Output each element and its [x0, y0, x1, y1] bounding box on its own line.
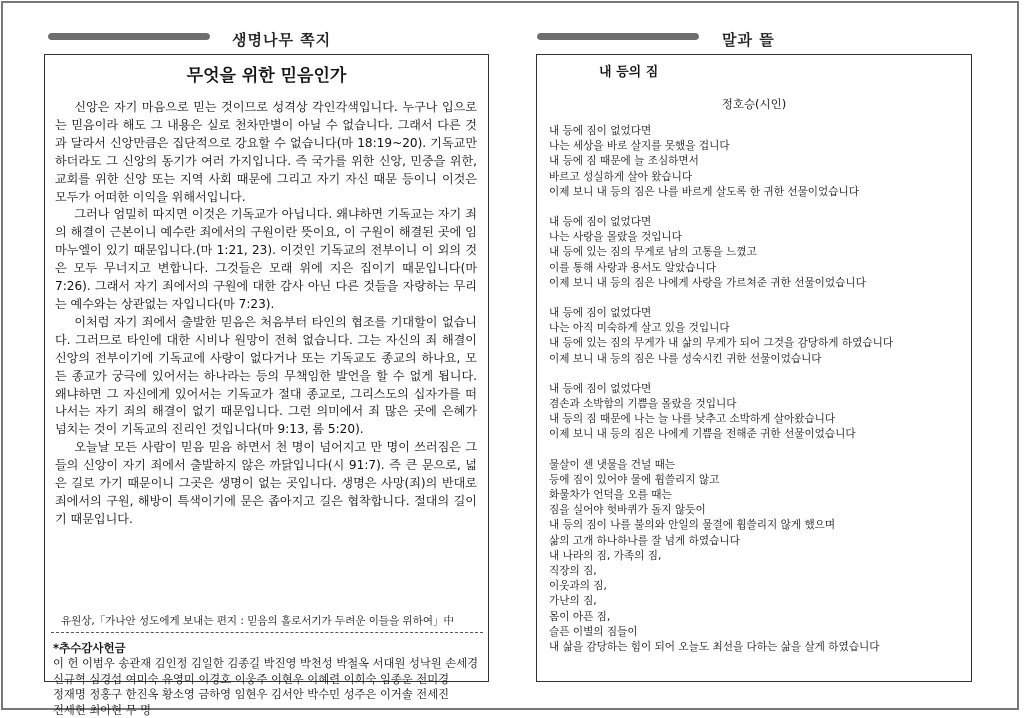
poem-line: 내 등에 있는 짐의 무게로 남의 고통을 느꼈고 — [549, 246, 757, 259]
poem-line: 이제 보니 내 등의 짐은 나에게 사랑을 가르쳐준 귀한 선물이었습니다 — [549, 276, 866, 289]
poem-line: 가난의 짐, — [549, 595, 597, 608]
poem-line: 이제 보니 내 등의 짐은 나를 성숙시킨 귀한 선물이었습니다 — [549, 352, 822, 365]
poem-panel — [536, 54, 972, 682]
poem-line: 이제 보니 내 등의 짐은 나에게 기쁨을 전해준 귀한 선물이었습니다 — [549, 428, 856, 441]
donor-list: 이 헌 이범우 송관재 김인정 김일한 김종길 박진영 박천성 박철옥 서대원 성낙원 손세경 신규혁 심경섭 여미숙 유영미 이경호 이웅주 이현우 이혜련 이희숙 임종운 전미경 정재명 정홍구 한진옥 황소영 금하영 임현우 김서안 박수민 성주은 이거솔 전세진 전세현 최아현 무 명 — [53, 657, 479, 717]
poem-line: 이웃과의 짐, — [549, 580, 607, 593]
poem-line: 화물차가 언덕을 오를 때는 — [549, 489, 672, 502]
article-source: 유원상,「가나안 성도에게 보내는 편지 : 믿음의 홀로서기가 두려운 이들을 위하여」中 — [61, 615, 454, 627]
poem-line: 나는 사랑을 몰랐을 것입니다 — [549, 231, 682, 244]
poem-stanza — [549, 215, 967, 291]
poem-line: 내 등의 짐 때문에 나는 늘 나를 낮추고 소박하게 살아왔습니다 — [549, 413, 836, 426]
poem-author: 정호승(시인) — [721, 97, 787, 111]
article-paragraph: 그러나 엄밀히 따지면 이것은 기독교가 아닙니다. 왜냐하면 기독교는 자기 죄의 해결이 근본이니 예수란 죄에서의 구원이란 뜻이요, 이 구원이 해결된 곳에 임마누엘이 있기 때문입니다.(마 1:21, 23). 이것인 기독교의 전부이니 이 외의 것은 모두 무너지고 변합니다. 그것들은 모래 위에 지은 집이기 때문입니다(마 7:26). 그래서 자기 죄에서의 구원에 대한 감사 아닌 다른 것들을 자랑하는 무리는 예수와는 상관없는 자입니다(마 7:23). — [55, 207, 477, 311]
poem-line: 이제 보니 내 등의 짐은 나를 바르게 살도록 한 귀한 선물이었습니다 — [549, 185, 859, 198]
poem-title: 내 등의 짐 — [599, 65, 659, 80]
poem-line: 내 등에 짐 때문에 늘 조심하면서 — [549, 155, 699, 168]
poem-line: 내 등에 짐이 없었다면 — [549, 307, 652, 320]
poem-line: 슬픈 이별의 짐들이 — [549, 625, 638, 638]
poem-stanza — [549, 458, 967, 656]
poem-line: 내 등에 짐이 없었다면 — [549, 125, 652, 137]
article-paragraph: 신앙은 자기 마음으로 믿는 것이므로 성격상 각인각색입니다. 누구나 입으로는 믿음이라 해도 그 내용은 실로 천차만별이 아닐 수 없습니다. 그래서 다른 것과 달라서 신앙만큼은 집단적으로 강요할 수 없습니다(마 18:19~20). 기독교만 하더라도 그 신앙의 동기가 여러 가지입니다. 즉 국가를 위한 신앙, 민중을 위한, 교회를 위한 신앙 또는 지역 사회 때문에 그리고 자기 자신 때문 등이니 이것은 모두가 어떠한 이익을 위해서입니다. — [55, 100, 477, 204]
right-header-title: 말과 뜰 — [722, 31, 775, 49]
poem-stanza — [549, 306, 967, 367]
right-header-bar — [537, 33, 699, 40]
left-header-title: 생명나무 쪽지 — [232, 31, 332, 49]
poem-line: 내 등에 있는 짐의 무게가 내 삶의 무게가 되어 그것을 감당하게 하였습니다 — [549, 337, 894, 350]
article-panel — [44, 54, 489, 717]
article-paragraph: 오늘날 모든 사람이 믿음 믿음 하면서 천 명이 넘어지고 만 명이 쓰러짐은 그들의 신앙이 자기 죄에서 출발하지 않은 까닭입니다(시 91:7). 즉 큰 문으로, 넓은 길로 가기 때문이니 그곳은 생명이 없는 곳입니다. 생명은 사망(죄)의 반대로 죄에서의 구원, 해방이 특색이기에 문은 좁아지고 길은 협착합니다. 절대의 길이기 때문입니다. — [55, 440, 477, 526]
poem-stanza — [549, 124, 967, 200]
poem-line: 삶의 고개 하나하나를 잘 넘게 하였습니다 — [549, 534, 740, 547]
poem-line: 바르고 성실하게 살아 왔습니다 — [549, 170, 693, 183]
poem-line: 나는 세상을 바로 살지를 못했을 겁니다 — [549, 140, 730, 153]
left-header-bar — [48, 33, 210, 40]
poem-stanza — [549, 382, 967, 443]
article-title: 무엇을 위한 믿음인가 — [186, 66, 347, 86]
poem-line: 내 등의 짐이 나를 불의와 안일의 물결에 휩쓸리지 않게 했으며 — [549, 519, 836, 532]
article-paragraph: 이처럼 자기 죄에서 출발한 믿음은 처음부터 타인의 협조를 기대할이 없습니다. 그러므로 타인에 대한 시비나 원망이 전혀 없습니다. 그는 자신의 죄 해결이 신앙의 전부이기에 기독교에 사랑이 없다거나 또는 기독교도 종교의 하나요, 모든 종교가 궁극에 있어서는 하나라는 등의 무책임한 발언을 할 수 없게 됩니다. 왜냐하면 그 자신에게 있어서는 기독교가 절대 종교로, 그리스도의 십자가를 떠나서는 자기 죄의 해결이 없기 때문입니다. 그런 의미에서 죄 많은 곳에 은혜가 넘치는 것이 기독교의 진리인 것입니다(마 9:13, 롬 5:20). — [55, 314, 477, 437]
poem-line: 짐을 실어야 헛바퀴가 돌지 않듯이 — [549, 504, 706, 517]
poem-line: 나는 아직 미숙하게 살고 있을 것입니다 — [549, 322, 730, 335]
poem-body — [549, 124, 967, 670]
poem-line: 등에 짐이 있어야 물에 휩쓸리지 않고 — [549, 473, 720, 486]
poem-line: 물살이 센 냇물을 건널 때는 — [549, 458, 676, 471]
poem-line: 내 삶을 감당하는 힘이 되어 오늘도 최선을 다하는 삶을 살게 하였습니다 — [549, 641, 880, 654]
poem-line: 내 등에 짐이 없었다면 — [549, 382, 652, 395]
article-body — [55, 99, 477, 529]
dashed-divider — [51, 632, 483, 633]
poem-line: 겸손과 소박함의 기쁨을 몰랐을 것입니다 — [549, 398, 737, 411]
poem-line: 이를 통해 사랑과 용서도 알았습니다 — [549, 261, 716, 274]
poem-line: 직장의 짐, — [549, 565, 597, 578]
poem-line: 몸이 아픈 짐, — [549, 610, 611, 623]
donor-heading: *추수감사헌금 — [53, 641, 126, 655]
poem-line: 내 나라의 짐, 가족의 짐, — [549, 549, 662, 562]
poem-line: 내 등에 짐이 없었다면 — [549, 216, 652, 229]
